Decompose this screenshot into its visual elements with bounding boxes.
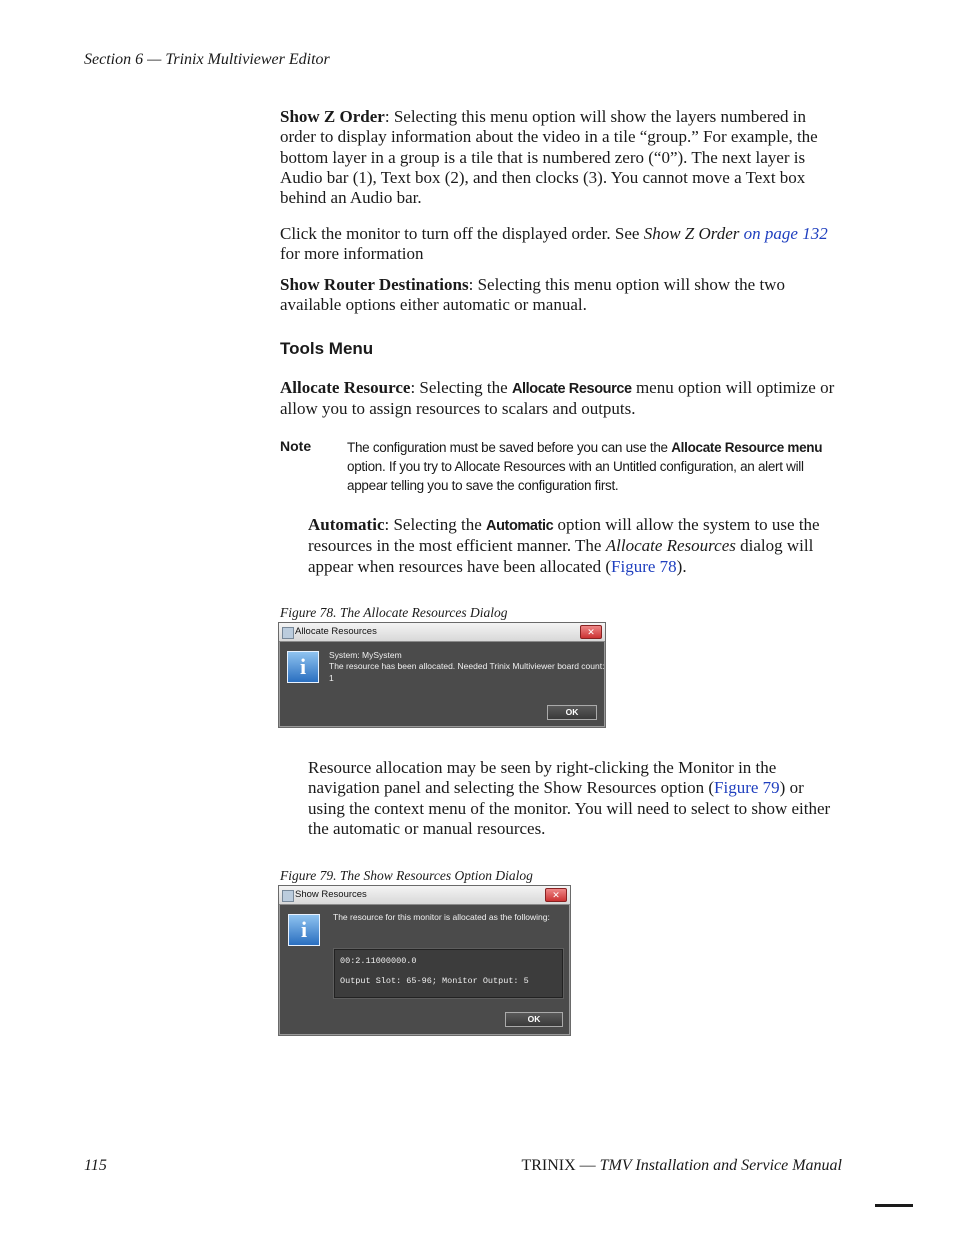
paragraph-text: dialog will appear when resources have been allocated ( bbox=[308, 536, 814, 576]
dialog-title-bar bbox=[279, 886, 570, 905]
running-footer bbox=[521, 1157, 842, 1175]
dialog-title-bar bbox=[279, 623, 605, 642]
close-icon[interactable]: ✕ bbox=[545, 888, 567, 902]
note-ui-label: Allocate Resource menu bbox=[671, 440, 823, 455]
paragraph-text: ). bbox=[676, 556, 687, 576]
paragraph-text: option will allow the system to use the resources in the most efficient manner. The bbox=[308, 515, 820, 556]
show-resources-dialog bbox=[278, 885, 571, 1036]
section-heading: Tools Menu bbox=[280, 339, 374, 358]
dialog-message: The resource for this monitor is allocated as the following: bbox=[333, 912, 550, 922]
paragraph-text: : Selecting the bbox=[384, 515, 486, 534]
figure-link[interactable]: Figure 79 bbox=[714, 778, 780, 798]
info-icon: i bbox=[288, 914, 320, 946]
note-label: Note bbox=[280, 438, 312, 454]
paragraph-text: : Selecting the bbox=[410, 378, 512, 397]
paragraph-show-z-order bbox=[280, 107, 842, 208]
paragraph-allocate-resource bbox=[280, 378, 842, 420]
page-edge-mark bbox=[875, 1204, 913, 1207]
paragraph-text: Resource allocation may be seen by right-clicking the Monitor in the navigation panel and selecting the Show Resources option ( bbox=[308, 758, 777, 798]
figure-79-caption: Figure 79. The Show Resources Option Dialog bbox=[280, 868, 533, 883]
figure-link[interactable]: Figure 78 bbox=[611, 556, 677, 576]
info-icon: i bbox=[287, 651, 319, 683]
cross-ref-title: Show Z Order bbox=[643, 224, 740, 243]
paragraph-text: : Selecting this menu option will show the two available options either automatic or manual. bbox=[280, 275, 785, 315]
window-icon bbox=[282, 890, 294, 902]
footer-manual-title: TMV Installation and Service Manual bbox=[599, 1157, 842, 1174]
paragraph-text: Click the monitor to turn off the displayed order. See bbox=[280, 224, 644, 243]
paragraph-text: menu option will optimize or allow you to assign resources to scalars and outputs. bbox=[280, 378, 835, 419]
dialog-line-2: The resource has been allocated. Needed Trinix Multiviewer board count: 1 bbox=[329, 661, 605, 683]
page-link[interactable]: on page 132 bbox=[743, 224, 828, 243]
ui-label: Allocate Resource bbox=[511, 381, 632, 397]
paragraph-resource-allocation bbox=[308, 758, 842, 839]
allocate-resources-dialog bbox=[278, 622, 606, 728]
note-text bbox=[347, 438, 847, 495]
window-icon bbox=[282, 627, 294, 639]
resource-list-box bbox=[334, 949, 563, 998]
note-text-part: option. If you try to Allocate Resources with an Untitled configuration, an alert will appear telling you to save the configuration first. bbox=[347, 459, 804, 493]
running-header: Section 6 — Trinix Multiviewer Editor bbox=[84, 51, 330, 68]
paragraph-text: ) or using the context menu of the monitor. You will need to select to show either the automatic or manual resources. bbox=[308, 778, 831, 838]
dialog-title: Show Resources bbox=[295, 889, 367, 900]
paragraph-text: : Selecting this menu option will show the layers numbered in order to display information about the video in a tile “group.” For example, the bottom layer in a group is a tile that is numbered zero (“0”). The next layer is Audio bar (1), Text box (2), and then clocks (3). You cannot move a Text box behind an Audio bar. bbox=[280, 107, 818, 208]
paragraph-click-monitor bbox=[280, 224, 842, 265]
term-show-router: Show Router Destinations bbox=[280, 275, 469, 294]
page-number: 115 bbox=[84, 1157, 107, 1174]
note-text-part: The configuration must be saved before you can use the bbox=[347, 440, 672, 455]
dialog-title: Allocate Resources bbox=[295, 626, 377, 637]
figure-78-caption: Figure 78. The Allocate Resources Dialog bbox=[280, 605, 508, 620]
term-automatic: Automatic bbox=[308, 515, 385, 534]
ui-label: Automatic bbox=[486, 518, 554, 534]
resource-line-2: Output Slot: 65-96; Monitor Output: 5 bbox=[340, 976, 529, 986]
paragraph-automatic bbox=[308, 515, 842, 577]
close-icon[interactable]: ✕ bbox=[580, 625, 602, 639]
term-show-z-order: Show Z Order bbox=[280, 107, 385, 126]
ok-button[interactable]: OK bbox=[505, 1012, 563, 1027]
paragraph-show-router bbox=[280, 275, 842, 316]
term-allocate-resource: Allocate Resource bbox=[280, 378, 411, 397]
resource-line-1: 00:2.11000000.0 bbox=[340, 956, 417, 966]
ok-button[interactable]: OK bbox=[547, 705, 597, 720]
dialog-name: Allocate Resources bbox=[605, 536, 736, 556]
footer-product: TRINIX — bbox=[521, 1157, 600, 1174]
paragraph-text: for more information bbox=[280, 244, 424, 264]
dialog-line-1: System: MySystem bbox=[329, 650, 402, 660]
